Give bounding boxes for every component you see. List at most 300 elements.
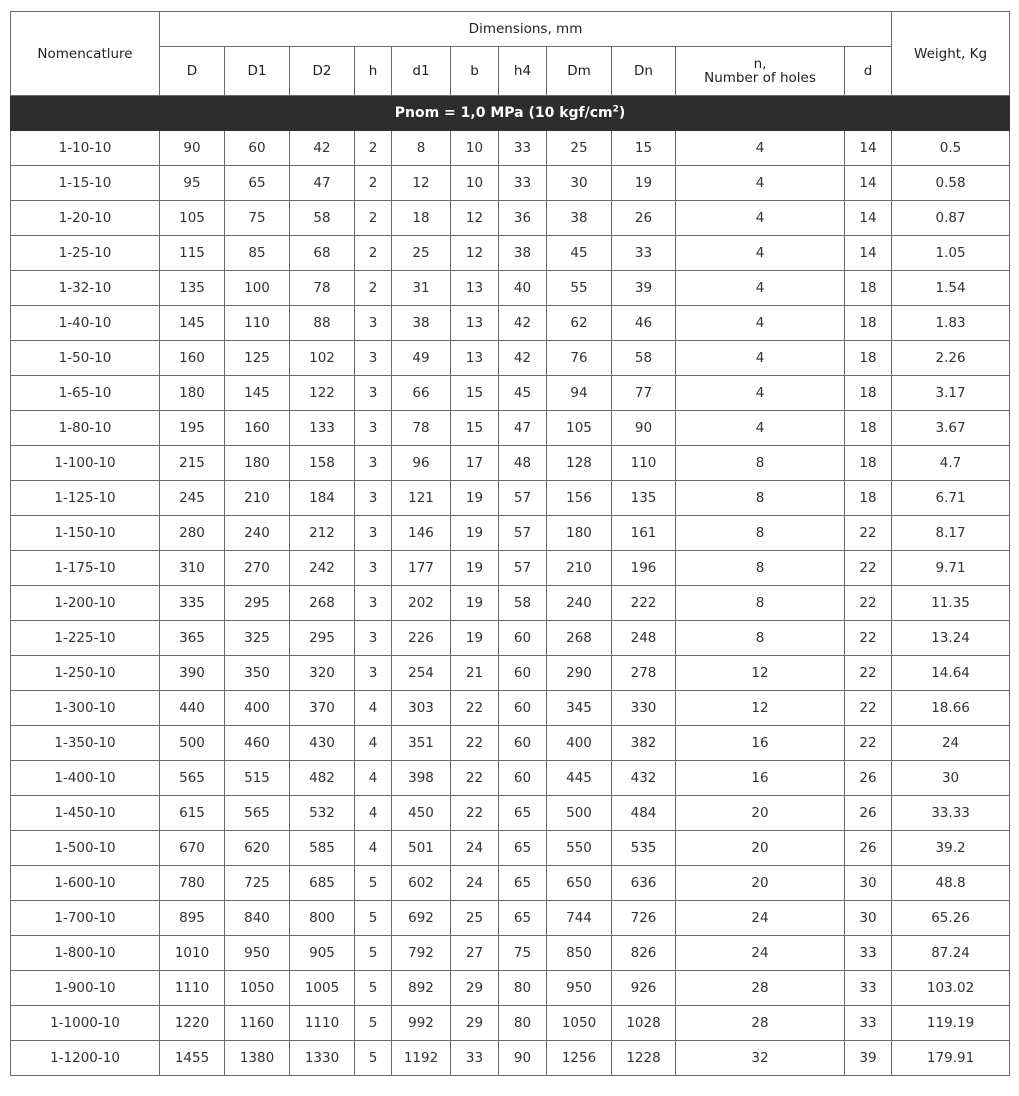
cell-h: 3 xyxy=(355,306,392,341)
cell-weight: 1.54 xyxy=(892,271,1010,306)
table-row xyxy=(11,691,1010,726)
cell-b: 19 xyxy=(451,586,499,621)
cell-D1: 270 xyxy=(225,551,290,586)
dimensions-header: Dimensions, mm xyxy=(160,12,892,47)
cell-n: 20 xyxy=(676,866,845,901)
flange-dimensions-table xyxy=(10,11,1010,1076)
cell-b: 15 xyxy=(451,411,499,446)
cell-d: 22 xyxy=(845,656,892,691)
cell-d: 26 xyxy=(845,796,892,831)
cell-D: 1220 xyxy=(160,1006,225,1041)
cell-b: 19 xyxy=(451,551,499,586)
cell-d: 14 xyxy=(845,236,892,271)
cell-d1: 792 xyxy=(392,936,451,971)
cell-n: 4 xyxy=(676,201,845,236)
cell-D1: 840 xyxy=(225,901,290,936)
cell-D2: 102 xyxy=(290,341,355,376)
cell-weight: 11.35 xyxy=(892,586,1010,621)
cell-nomenclature: 1-450-10 xyxy=(11,796,160,831)
cell-Dm: 950 xyxy=(547,971,612,1006)
cell-D1: 75 xyxy=(225,201,290,236)
cell-D1: 125 xyxy=(225,341,290,376)
cell-h4: 58 xyxy=(499,586,547,621)
cell-b: 19 xyxy=(451,621,499,656)
cell-d: 26 xyxy=(845,761,892,796)
cell-Dm: 30 xyxy=(547,166,612,201)
table-row xyxy=(11,621,1010,656)
cell-Dm: 38 xyxy=(547,201,612,236)
cell-d: 14 xyxy=(845,166,892,201)
cell-n: 16 xyxy=(676,726,845,761)
cell-d: 18 xyxy=(845,376,892,411)
cell-weight: 33.33 xyxy=(892,796,1010,831)
cell-Dm: 345 xyxy=(547,691,612,726)
cell-D: 565 xyxy=(160,761,225,796)
cell-D: 615 xyxy=(160,796,225,831)
cell-weight: 0.58 xyxy=(892,166,1010,201)
cell-b: 13 xyxy=(451,341,499,376)
cell-D2: 242 xyxy=(290,551,355,586)
cell-Dn: 33 xyxy=(612,236,676,271)
cell-weight: 4.7 xyxy=(892,446,1010,481)
cell-b: 13 xyxy=(451,271,499,306)
cell-n: 4 xyxy=(676,341,845,376)
cell-d: 22 xyxy=(845,586,892,621)
cell-h: 5 xyxy=(355,971,392,1006)
cell-Dm: 650 xyxy=(547,866,612,901)
cell-d: 22 xyxy=(845,621,892,656)
cell-d: 18 xyxy=(845,446,892,481)
cell-D2: 184 xyxy=(290,481,355,516)
table-row xyxy=(11,796,1010,831)
cell-nomenclature: 1-350-10 xyxy=(11,726,160,761)
cell-Dm: 1050 xyxy=(547,1006,612,1041)
cell-h4: 57 xyxy=(499,551,547,586)
cell-h4: 60 xyxy=(499,726,547,761)
cell-d1: 78 xyxy=(392,411,451,446)
cell-D: 365 xyxy=(160,621,225,656)
cell-b: 12 xyxy=(451,236,499,271)
cell-n: 24 xyxy=(676,936,845,971)
cell-h4: 60 xyxy=(499,761,547,796)
table-row xyxy=(11,376,1010,411)
cell-b: 17 xyxy=(451,446,499,481)
cell-n: 4 xyxy=(676,166,845,201)
cell-D1: 60 xyxy=(225,131,290,166)
col-header-Dm: Dm xyxy=(547,47,612,96)
cell-h4: 80 xyxy=(499,1006,547,1041)
cell-d1: 66 xyxy=(392,376,451,411)
cell-Dm: 445 xyxy=(547,761,612,796)
cell-h: 3 xyxy=(355,411,392,446)
cell-n: 8 xyxy=(676,621,845,656)
cell-b: 13 xyxy=(451,306,499,341)
cell-Dn: 636 xyxy=(612,866,676,901)
cell-D: 1110 xyxy=(160,971,225,1006)
cell-d1: 602 xyxy=(392,866,451,901)
cell-Dn: 19 xyxy=(612,166,676,201)
cell-Dm: 744 xyxy=(547,901,612,936)
cell-nomenclature: 1-80-10 xyxy=(11,411,160,446)
cell-n: 4 xyxy=(676,271,845,306)
cell-D: 215 xyxy=(160,446,225,481)
cell-b: 10 xyxy=(451,131,499,166)
flange-dimensions-table-wrapper xyxy=(10,11,1010,1076)
cell-d1: 25 xyxy=(392,236,451,271)
cell-D2: 47 xyxy=(290,166,355,201)
cell-n: 4 xyxy=(676,236,845,271)
cell-Dm: 268 xyxy=(547,621,612,656)
cell-D2: 295 xyxy=(290,621,355,656)
col-header-D2: D2 xyxy=(290,47,355,96)
cell-D2: 78 xyxy=(290,271,355,306)
cell-nomenclature: 1-40-10 xyxy=(11,306,160,341)
cell-d1: 202 xyxy=(392,586,451,621)
cell-D: 160 xyxy=(160,341,225,376)
cell-weight: 119.19 xyxy=(892,1006,1010,1041)
cell-d: 33 xyxy=(845,936,892,971)
cell-weight: 1.83 xyxy=(892,306,1010,341)
cell-nomenclature: 1-20-10 xyxy=(11,201,160,236)
cell-weight: 13.24 xyxy=(892,621,1010,656)
cell-weight: 3.67 xyxy=(892,411,1010,446)
cell-Dn: 726 xyxy=(612,901,676,936)
cell-b: 12 xyxy=(451,201,499,236)
cell-d: 18 xyxy=(845,341,892,376)
cell-D: 135 xyxy=(160,271,225,306)
cell-D: 390 xyxy=(160,656,225,691)
cell-D1: 160 xyxy=(225,411,290,446)
cell-h: 4 xyxy=(355,831,392,866)
cell-weight: 0.5 xyxy=(892,131,1010,166)
cell-h4: 90 xyxy=(499,1041,547,1076)
cell-h4: 40 xyxy=(499,271,547,306)
cell-D1: 145 xyxy=(225,376,290,411)
cell-D: 310 xyxy=(160,551,225,586)
cell-D1: 295 xyxy=(225,586,290,621)
cell-n: 8 xyxy=(676,551,845,586)
cell-Dn: 77 xyxy=(612,376,676,411)
cell-nomenclature: 1-125-10 xyxy=(11,481,160,516)
cell-D1: 1160 xyxy=(225,1006,290,1041)
cell-D2: 268 xyxy=(290,586,355,621)
table-row xyxy=(11,586,1010,621)
cell-d: 30 xyxy=(845,901,892,936)
cell-Dm: 850 xyxy=(547,936,612,971)
cell-D2: 158 xyxy=(290,446,355,481)
cell-d1: 226 xyxy=(392,621,451,656)
cell-weight: 9.71 xyxy=(892,551,1010,586)
cell-D: 195 xyxy=(160,411,225,446)
cell-D: 105 xyxy=(160,201,225,236)
table-row xyxy=(11,341,1010,376)
cell-d: 22 xyxy=(845,551,892,586)
cell-n: 20 xyxy=(676,796,845,831)
cell-D2: 42 xyxy=(290,131,355,166)
col-header-n xyxy=(676,47,845,96)
cell-D2: 88 xyxy=(290,306,355,341)
cell-h4: 60 xyxy=(499,621,547,656)
cell-h: 5 xyxy=(355,936,392,971)
cell-Dm: 210 xyxy=(547,551,612,586)
cell-d: 18 xyxy=(845,271,892,306)
cell-weight: 39.2 xyxy=(892,831,1010,866)
cell-h4: 42 xyxy=(499,341,547,376)
table-row xyxy=(11,831,1010,866)
cell-Dn: 110 xyxy=(612,446,676,481)
cell-D1: 240 xyxy=(225,516,290,551)
cell-D: 90 xyxy=(160,131,225,166)
cell-D: 1455 xyxy=(160,1041,225,1076)
cell-Dm: 128 xyxy=(547,446,612,481)
cell-weight: 1.05 xyxy=(892,236,1010,271)
cell-b: 22 xyxy=(451,691,499,726)
cell-d1: 351 xyxy=(392,726,451,761)
cell-nomenclature: 1-600-10 xyxy=(11,866,160,901)
cell-Dm: 500 xyxy=(547,796,612,831)
cell-D1: 325 xyxy=(225,621,290,656)
pressure-band-row xyxy=(11,96,1010,131)
cell-D2: 320 xyxy=(290,656,355,691)
col-header-n-symbol: n, xyxy=(753,56,767,72)
cell-h4: 36 xyxy=(499,201,547,236)
cell-weight: 0.87 xyxy=(892,201,1010,236)
cell-Dm: 400 xyxy=(547,726,612,761)
cell-h4: 33 xyxy=(499,166,547,201)
cell-n: 32 xyxy=(676,1041,845,1076)
cell-h: 2 xyxy=(355,271,392,306)
cell-n: 4 xyxy=(676,376,845,411)
cell-D1: 400 xyxy=(225,691,290,726)
cell-h4: 42 xyxy=(499,306,547,341)
col-header-b: b xyxy=(451,47,499,96)
cell-b: 22 xyxy=(451,796,499,831)
cell-D2: 532 xyxy=(290,796,355,831)
table-row xyxy=(11,901,1010,936)
cell-h: 5 xyxy=(355,866,392,901)
cell-D: 245 xyxy=(160,481,225,516)
cell-b: 25 xyxy=(451,901,499,936)
cell-Dm: 25 xyxy=(547,131,612,166)
cell-Dn: 432 xyxy=(612,761,676,796)
cell-n: 24 xyxy=(676,901,845,936)
cell-h4: 65 xyxy=(499,796,547,831)
col-header-h: h xyxy=(355,47,392,96)
cell-n: 28 xyxy=(676,971,845,1006)
table-row xyxy=(11,516,1010,551)
cell-Dm: 1256 xyxy=(547,1041,612,1076)
cell-Dn: 535 xyxy=(612,831,676,866)
cell-h4: 65 xyxy=(499,901,547,936)
cell-Dn: 90 xyxy=(612,411,676,446)
cell-nomenclature: 1-150-10 xyxy=(11,516,160,551)
cell-D1: 110 xyxy=(225,306,290,341)
cell-h: 4 xyxy=(355,761,392,796)
cell-h4: 65 xyxy=(499,866,547,901)
pressure-band-text: Pnom = 1,0 MPa (10 kgf/cm xyxy=(394,105,613,121)
cell-nomenclature: 1-1000-10 xyxy=(11,1006,160,1041)
cell-n: 4 xyxy=(676,131,845,166)
cell-D2: 212 xyxy=(290,516,355,551)
cell-n: 12 xyxy=(676,656,845,691)
cell-d: 33 xyxy=(845,971,892,1006)
cell-d: 14 xyxy=(845,131,892,166)
cell-b: 33 xyxy=(451,1041,499,1076)
cell-d1: 692 xyxy=(392,901,451,936)
cell-n: 8 xyxy=(676,586,845,621)
cell-weight: 8.17 xyxy=(892,516,1010,551)
col-header-D: D xyxy=(160,47,225,96)
cell-weight: 87.24 xyxy=(892,936,1010,971)
table-row xyxy=(11,306,1010,341)
cell-weight: 18.66 xyxy=(892,691,1010,726)
cell-h: 5 xyxy=(355,1006,392,1041)
table-row xyxy=(11,271,1010,306)
cell-d: 22 xyxy=(845,516,892,551)
cell-d1: 31 xyxy=(392,271,451,306)
table-row xyxy=(11,656,1010,691)
cell-nomenclature: 1-300-10 xyxy=(11,691,160,726)
cell-h: 5 xyxy=(355,901,392,936)
cell-nomenclature: 1-500-10 xyxy=(11,831,160,866)
cell-Dn: 1228 xyxy=(612,1041,676,1076)
cell-h: 3 xyxy=(355,376,392,411)
cell-h: 4 xyxy=(355,691,392,726)
cell-h4: 60 xyxy=(499,691,547,726)
cell-nomenclature: 1-800-10 xyxy=(11,936,160,971)
cell-d1: 8 xyxy=(392,131,451,166)
cell-D: 1010 xyxy=(160,936,225,971)
cell-nomenclature: 1-250-10 xyxy=(11,656,160,691)
cell-h4: 75 xyxy=(499,936,547,971)
cell-d1: 96 xyxy=(392,446,451,481)
cell-D: 895 xyxy=(160,901,225,936)
cell-Dm: 45 xyxy=(547,236,612,271)
cell-h4: 60 xyxy=(499,656,547,691)
cell-h: 3 xyxy=(355,481,392,516)
cell-Dn: 222 xyxy=(612,586,676,621)
cell-d1: 12 xyxy=(392,166,451,201)
col-header-d1: d1 xyxy=(392,47,451,96)
cell-h: 3 xyxy=(355,656,392,691)
cell-D2: 1330 xyxy=(290,1041,355,1076)
nomenclature-header: Nomencatlure xyxy=(11,12,160,96)
pressure-band-close: ) xyxy=(618,105,626,121)
cell-D: 335 xyxy=(160,586,225,621)
table-row xyxy=(11,1006,1010,1041)
cell-d1: 121 xyxy=(392,481,451,516)
cell-n: 8 xyxy=(676,446,845,481)
cell-b: 29 xyxy=(451,971,499,1006)
table-row xyxy=(11,866,1010,901)
cell-nomenclature: 1-175-10 xyxy=(11,551,160,586)
table-row xyxy=(11,411,1010,446)
cell-D: 280 xyxy=(160,516,225,551)
cell-D1: 350 xyxy=(225,656,290,691)
cell-D: 780 xyxy=(160,866,225,901)
cell-n: 4 xyxy=(676,306,845,341)
cell-nomenclature: 1-1200-10 xyxy=(11,1041,160,1076)
cell-D2: 370 xyxy=(290,691,355,726)
cell-D2: 585 xyxy=(290,831,355,866)
weight-header: Weight, Kg xyxy=(892,12,1010,96)
table-row xyxy=(11,726,1010,761)
cell-D2: 68 xyxy=(290,236,355,271)
cell-b: 24 xyxy=(451,866,499,901)
cell-d: 14 xyxy=(845,201,892,236)
cell-D1: 210 xyxy=(225,481,290,516)
table-row xyxy=(11,936,1010,971)
cell-D2: 685 xyxy=(290,866,355,901)
cell-b: 19 xyxy=(451,481,499,516)
cell-D: 180 xyxy=(160,376,225,411)
cell-b: 19 xyxy=(451,516,499,551)
cell-D: 95 xyxy=(160,166,225,201)
cell-Dm: 240 xyxy=(547,586,612,621)
cell-b: 22 xyxy=(451,726,499,761)
cell-b: 27 xyxy=(451,936,499,971)
cell-D2: 122 xyxy=(290,376,355,411)
pressure-band-superscript: 2 xyxy=(612,104,619,115)
cell-b: 24 xyxy=(451,831,499,866)
cell-D2: 1110 xyxy=(290,1006,355,1041)
cell-nomenclature: 1-25-10 xyxy=(11,236,160,271)
cell-d1: 177 xyxy=(392,551,451,586)
cell-n: 20 xyxy=(676,831,845,866)
cell-D1: 1380 xyxy=(225,1041,290,1076)
cell-d: 22 xyxy=(845,691,892,726)
table-row xyxy=(11,236,1010,271)
cell-Dm: 76 xyxy=(547,341,612,376)
cell-D2: 482 xyxy=(290,761,355,796)
cell-d: 18 xyxy=(845,306,892,341)
cell-Dn: 135 xyxy=(612,481,676,516)
table-row xyxy=(11,201,1010,236)
cell-h: 3 xyxy=(355,446,392,481)
cell-D1: 85 xyxy=(225,236,290,271)
cell-D: 145 xyxy=(160,306,225,341)
cell-d1: 18 xyxy=(392,201,451,236)
table-row xyxy=(11,551,1010,586)
cell-b: 21 xyxy=(451,656,499,691)
cell-Dn: 26 xyxy=(612,201,676,236)
cell-D1: 65 xyxy=(225,166,290,201)
cell-weight: 65.26 xyxy=(892,901,1010,936)
cell-b: 22 xyxy=(451,761,499,796)
cell-D1: 620 xyxy=(225,831,290,866)
cell-weight: 179.91 xyxy=(892,1041,1010,1076)
cell-Dn: 15 xyxy=(612,131,676,166)
cell-d1: 49 xyxy=(392,341,451,376)
cell-D1: 460 xyxy=(225,726,290,761)
cell-n: 8 xyxy=(676,516,845,551)
cell-weight: 30 xyxy=(892,761,1010,796)
cell-Dn: 1028 xyxy=(612,1006,676,1041)
cell-weight: 6.71 xyxy=(892,481,1010,516)
cell-D1: 1050 xyxy=(225,971,290,1006)
cell-Dm: 55 xyxy=(547,271,612,306)
cell-h4: 38 xyxy=(499,236,547,271)
cell-n: 28 xyxy=(676,1006,845,1041)
cell-Dn: 46 xyxy=(612,306,676,341)
cell-h4: 80 xyxy=(499,971,547,1006)
cell-D2: 430 xyxy=(290,726,355,761)
cell-d1: 254 xyxy=(392,656,451,691)
cell-weight: 24 xyxy=(892,726,1010,761)
table-row xyxy=(11,131,1010,166)
cell-d: 39 xyxy=(845,1041,892,1076)
cell-nomenclature: 1-32-10 xyxy=(11,271,160,306)
